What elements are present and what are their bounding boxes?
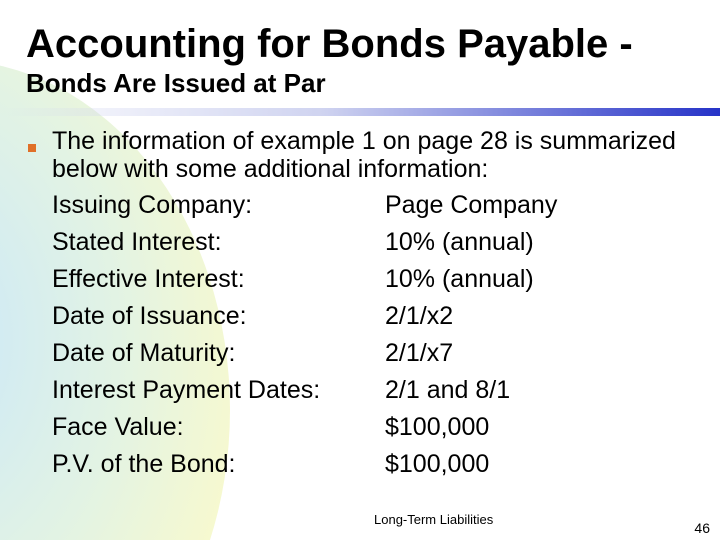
detail-row-pv-of-bond xyxy=(52,446,712,483)
detail-value: 2/1/x2 xyxy=(385,302,454,330)
detail-row-date-of-maturity xyxy=(52,335,712,372)
page-number: 46 xyxy=(694,520,710,536)
detail-label: Date of Issuance: xyxy=(52,302,247,330)
detail-row-stated-interest xyxy=(52,224,712,261)
detail-row-issuing-company xyxy=(52,187,712,224)
detail-label: Stated Interest: xyxy=(52,228,222,256)
detail-value: 10% (annual) xyxy=(385,265,534,293)
detail-label: Issuing Company: xyxy=(52,191,253,219)
detail-value: 2/1 and 8/1 xyxy=(385,376,511,404)
detail-label: P.V. of the Bond: xyxy=(52,450,236,478)
detail-label: Face Value: xyxy=(52,413,184,441)
detail-value: 2/1/x7 xyxy=(385,339,454,367)
slide-subtitle: Bonds Are Issued at Par xyxy=(26,68,326,98)
detail-label: Date of Maturity: xyxy=(52,339,236,367)
slide-footer: Long-Term Liabilities xyxy=(374,512,494,527)
detail-label: Effective Interest: xyxy=(52,265,245,293)
detail-value: $100,000 xyxy=(385,413,490,441)
detail-row-face-value xyxy=(52,409,712,446)
slide-title: Accounting for Bonds Payable - xyxy=(26,22,633,66)
detail-value: 10% (annual) xyxy=(385,228,534,256)
detail-value: Page Company xyxy=(385,191,558,219)
detail-label: Interest Payment Dates: xyxy=(52,376,321,404)
detail-row-date-of-issuance xyxy=(52,298,712,335)
bullet-square-icon xyxy=(28,144,36,152)
title-divider xyxy=(0,108,720,116)
detail-value: $100,000 xyxy=(385,450,490,478)
detail-row-interest-payment-dates xyxy=(52,372,712,409)
bond-details-list xyxy=(52,187,712,483)
detail-row-effective-interest xyxy=(52,261,712,298)
intro-text: The information of example 1 on page 28 is summarized below with some additional information: xyxy=(52,127,676,183)
